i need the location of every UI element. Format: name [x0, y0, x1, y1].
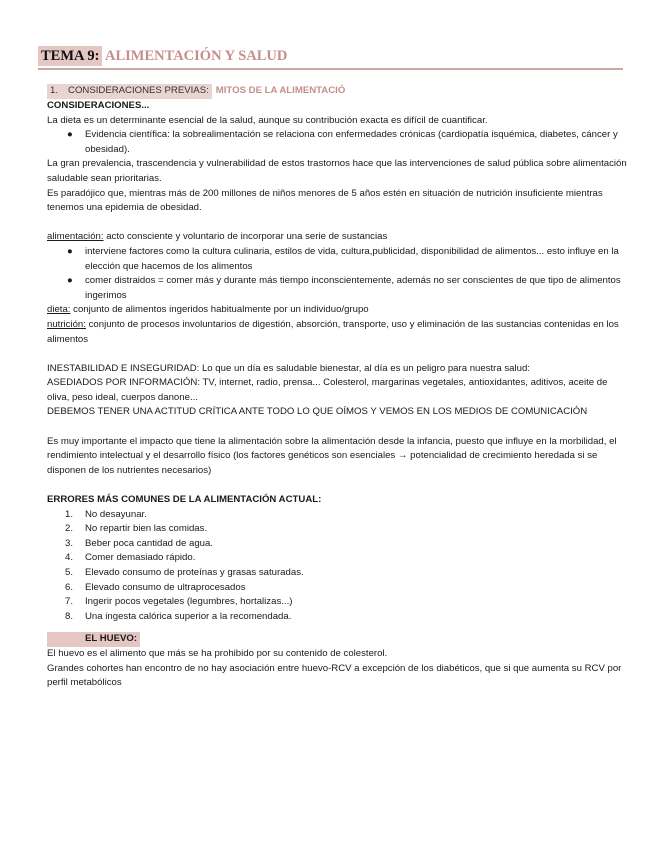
list-number: 1.: [65, 508, 74, 520]
egg-heading: EL HUEVO:: [47, 632, 140, 647]
section-number: 1.: [50, 85, 59, 96]
bullet-list: [47, 128, 632, 157]
spacer: [47, 216, 632, 231]
numbered-list: [47, 508, 632, 625]
list-item-text: Elevado consumo de proteínas y grasas saturadas.: [85, 567, 304, 578]
paragraph: El huevo es el alimento que más se ha prohibido por su contenido de colesterol.: [47, 647, 388, 659]
paragraph: INESTABILIDAD E INSEGURIDAD: Lo que un día es saludable bienestar, al día es un peligro para nuestra salud:: [47, 362, 530, 374]
definition-term: dieta:: [47, 304, 71, 316]
paragraph: La gran prevalencia, trascendencia y vulnerabilidad de estos trastornos hace que las intervenciones de salud pública sobre alimentación saludable sean prioritarias.: [47, 158, 627, 184]
spacer: [47, 624, 632, 632]
list-number: 2.: [65, 523, 74, 535]
topic-title: ALIMENTACIÓN Y SALUD: [105, 48, 288, 64]
section-subtitle: MITOS DE LA ALIMENTACIÓ: [215, 85, 346, 96]
list-number: 3.: [65, 537, 74, 549]
paragraph: Es paradójico que, mientras más de 200 millones de niños menores de 5 años estén en situación de nutrición insuficiente mientras tenemos una epidemia de obesidad.: [47, 187, 603, 214]
list-item-text: Elevado consumo de ultraprocesados: [85, 581, 246, 593]
page-title: [38, 46, 622, 68]
topic-number-tag: TEMA 9:: [38, 46, 102, 66]
bullet-icon: ●: [67, 129, 73, 141]
list-item-text: Una ingesta calórica superior a la recomendada.: [85, 610, 292, 622]
definition-term: nutrición:: [47, 318, 86, 330]
list-item-text: Ingerir pocos vegetales (legumbres, hortalizas...): [85, 596, 293, 608]
list-item-text: No repartir bien las comidas.: [85, 523, 208, 535]
paragraph: ASEDIADOS POR INFORMACIÓN: TV, internet, radio, prensa... Colesterol, margarinas vegetales, antioxidantes, aditivos, aceite de oliva, peso ideal, cuerpos danone...: [47, 377, 608, 403]
list-item: [47, 522, 632, 537]
list-item-text: Beber poca cantidad de agua.: [85, 537, 214, 549]
list-number: 6.: [65, 581, 74, 593]
section-tag: [47, 84, 212, 99]
list-number: 4.: [65, 552, 74, 564]
definition-text: conjunto de alimentos ingeridos habitualmente por un individuo/grupo: [70, 304, 369, 316]
definition-term: alimentación:: [47, 231, 104, 243]
list-item: [47, 581, 632, 596]
list-item: [47, 537, 632, 552]
list-item: [47, 595, 632, 610]
list-item-text: Comer demasiado rápido.: [85, 552, 196, 564]
bullet-icon: ●: [67, 275, 73, 287]
spacer: [47, 478, 632, 493]
list-item: [47, 508, 632, 523]
paragraph: DEBEMOS TENER UNA ACTITUD CRÍTICA ANTE TODO LO QUE OÍMOS Y VEMOS EN LOS MEDIOS DE COMUNICACIÓN: [47, 406, 588, 418]
section-heading: [47, 84, 632, 99]
egg-heading-row: [47, 632, 632, 647]
list-item: [47, 274, 632, 303]
definition-dieta: [47, 303, 632, 318]
paragraph: Grandes cohortes han encontro de no hay asociación entre huevo-RCV a excepción de los diabéticos, que si que aumenta su RCV por perfil metabólicos: [47, 662, 622, 689]
document-body: [47, 84, 632, 691]
list-item-text: interviene factores como la cultura culinaria, estilos de vida, cultura,publicidad, disponibilidad de alimentos... esto influye en la elección que hacemos de los alimentos: [85, 245, 619, 272]
list-item: [47, 128, 632, 157]
list-item: [47, 551, 632, 566]
section-label: CONSIDERACIONES PREVIAS:: [68, 85, 209, 96]
list-item-text: comer distraidos = comer más y durante más tiempo inconscientemente, además no ser conscientes de que tipo de alimentos ingerimos: [85, 275, 621, 301]
title-divider: [38, 68, 623, 70]
bullet-icon: ●: [67, 245, 73, 257]
paragraph: La dieta es un determinante esencial de la salud, aunque su contribución exacta es difícil de cuantificar.: [47, 114, 488, 126]
spacer: [47, 420, 632, 435]
definition-text: acto consciente y voluntario de incorporar una serie de sustancias: [103, 231, 388, 243]
definition-nutricion: [47, 318, 632, 347]
list-number: 5.: [65, 567, 74, 578]
bullet-list: [47, 245, 632, 303]
list-item: [47, 610, 632, 625]
paragraph: Es muy importante el impacto que tiene la alimentación sobre la alimentación desde la infancia, puesto que influye en la morbilidad, el rendimiento intelectual y el desarrollo físico (los factores genéticos son esenciales → potencialidad de crecimiento heredada si se disponen de los nutrientes necesarios): [47, 435, 617, 476]
list-item: [47, 566, 632, 581]
errors-heading: ERRORES MÁS COMUNES DE LA ALIMENTACIÓN ACTUAL:: [47, 494, 322, 506]
list-number: 7.: [65, 596, 74, 608]
considerations-heading: CONSIDERACIONES...: [47, 100, 150, 111]
spacer: [47, 347, 632, 362]
definition-alimentacion: [47, 230, 632, 245]
list-item-text: No desayunar.: [85, 508, 147, 520]
list-number: 8.: [65, 610, 74, 622]
list-item-text: Evidencia científica: la sobrealimentación se relaciona con enfermedades crónicas (cardiopatía isquémica, diabetes, cáncer y obesidad).: [85, 129, 618, 155]
list-item: [47, 245, 632, 274]
definition-text: conjunto de procesos involuntarios de digestión, absorción, transporte, uso y eliminación de las sustancias contenidas en los alimentos: [47, 318, 619, 345]
